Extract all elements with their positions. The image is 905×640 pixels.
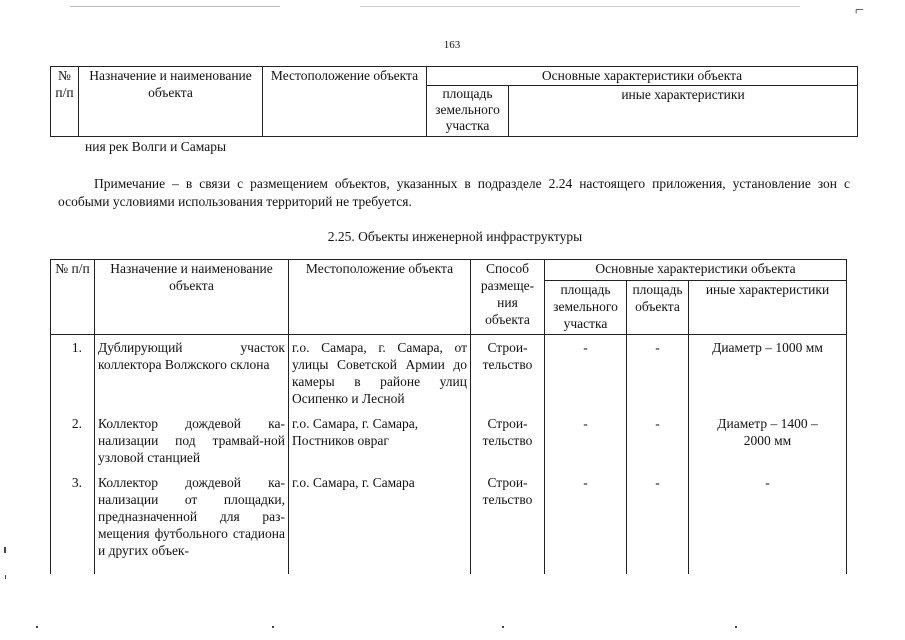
row-location: г.о. Самара, г. Самара, Постников овраг — [289, 411, 471, 470]
col-header-land-area: площадь земельного участка — [545, 281, 627, 335]
row-object-area: - — [627, 470, 689, 574]
continuation-table — [50, 66, 858, 137]
row-land-area: - — [545, 411, 627, 470]
continuation-text: ния рек Волги и Самары — [85, 139, 227, 154]
row-name: Дублирующий участок коллектора Волжского склона — [95, 335, 289, 412]
col-header-main-chars: Основные характеристики объекта — [545, 260, 847, 281]
row-other: Диаметр – 1000 мм — [689, 335, 847, 412]
row-other: - — [689, 470, 847, 574]
table-row — [51, 335, 847, 412]
row-location: г.о. Самара, г. Самара, от улицы Советской Армии до камеры в районе улиц Осипенко и Лесной — [289, 335, 471, 412]
table-row — [51, 470, 847, 574]
row-name: Коллектор дождевой ка-нализации под трамвай-ной узловой станцией — [95, 411, 289, 470]
scan-line-top — [70, 6, 280, 7]
col-header-method: Способ размеще-ния объекта — [471, 260, 545, 335]
row-num: 2. — [51, 411, 95, 470]
page-number: 163 — [443, 39, 461, 51]
scan-speck — [502, 626, 504, 628]
col-header-num: № п/п — [51, 67, 79, 137]
col-header-area: площадь земельного участка — [427, 86, 509, 137]
row-name: Коллектор дождевой ка-нализации от площадки, предназначенной для раз-мещения футбольного стадиона и других объек- — [95, 470, 289, 574]
infrastructure-table — [50, 259, 847, 574]
row-num: 3. — [51, 470, 95, 574]
scan-speck — [4, 547, 6, 553]
note-text: Примечание – в связи с размещением объектов, указанных в подразделе 2.24 настоящего приложения, установление зон с особыми условиями использования территорий не требуется. — [58, 176, 850, 209]
col-header-other: иные характеристики — [689, 281, 847, 335]
row-location: г.о. Самара, г. Самара — [289, 470, 471, 574]
col-header-location: Местоположение объекта — [263, 67, 427, 137]
scan-line-top-right — [360, 6, 800, 7]
row-object-area: - — [627, 411, 689, 470]
scan-speck — [272, 626, 274, 628]
row-method: Строи-тельство — [471, 411, 545, 470]
row-land-area: - — [545, 335, 627, 412]
scan-mark: ⌐ — [855, 2, 865, 19]
row-land-area: - — [545, 470, 627, 574]
col-header-location: Местоположение объекта — [289, 260, 471, 335]
col-header-main-chars: Основные характеристики объекта — [427, 67, 858, 86]
row-other: Диаметр – 1400 – 2000 мм — [689, 411, 847, 470]
row-method: Строи-тельство — [471, 335, 545, 412]
row-num: 1. — [51, 335, 95, 412]
col-header-name: Назначение и наименование объекта — [95, 260, 289, 335]
scan-speck — [5, 575, 6, 579]
col-header-name: Назначение и наименование объекта — [79, 67, 263, 137]
col-header-other: иные характеристики — [509, 86, 858, 137]
scan-speck — [36, 626, 38, 628]
col-header-object-area: площадь объекта — [627, 281, 689, 335]
section-title: 2.25. Объекты инженерной инфраструктуры — [327, 229, 583, 244]
note-paragraph — [58, 175, 850, 211]
col-header-num: № п/п — [51, 260, 95, 335]
scan-speck — [735, 626, 737, 628]
row-object-area: - — [627, 335, 689, 412]
row-method: Строи-тельство — [471, 470, 545, 574]
table-row — [51, 411, 847, 470]
